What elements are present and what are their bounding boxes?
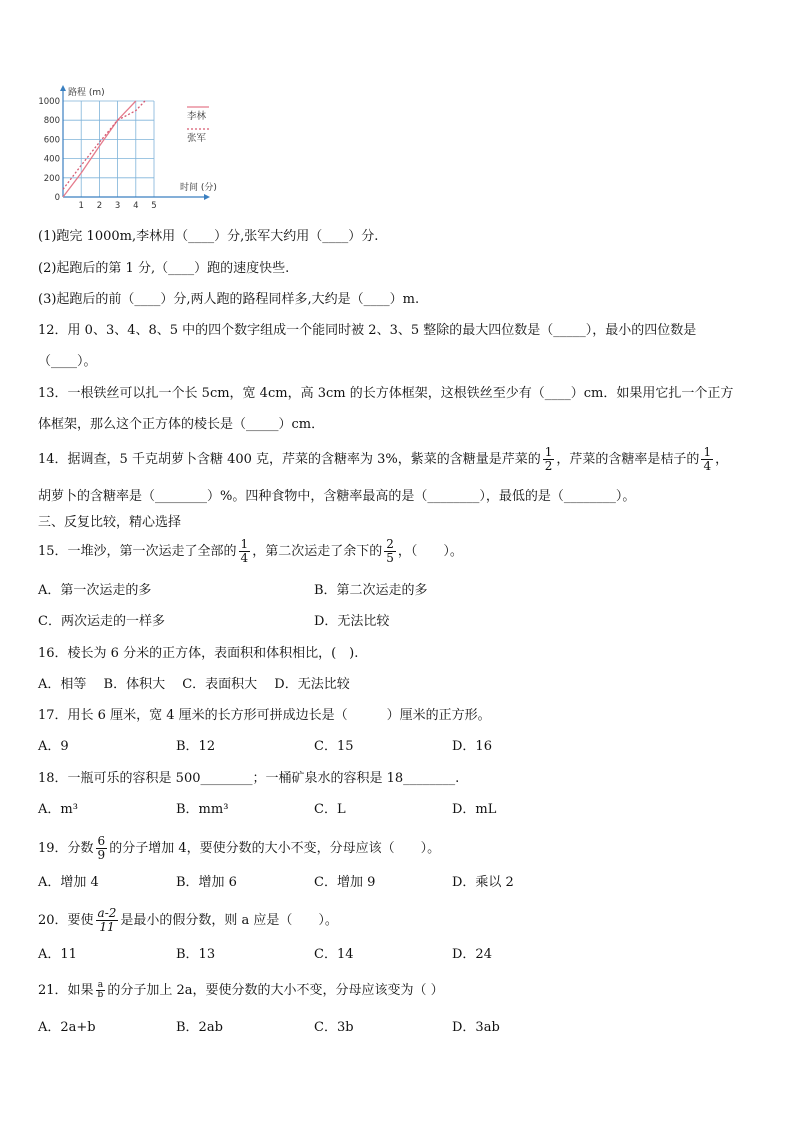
q20-option-d: D．24 — [452, 947, 492, 962]
q21-option-d: D．3ab — [452, 1020, 500, 1035]
q15-fraction-1 — [239, 538, 251, 565]
q19-text-b: 的分子增加 4，要使分数的大小不变，分母应该（ ）。 — [109, 841, 441, 856]
fraction-denominator: 11 — [99, 920, 115, 934]
y-tick-label: 600 — [43, 135, 60, 146]
q12-line2: （____）。 — [38, 354, 97, 369]
q11-part3: (3)起跑后的前（____）分,两人跑的路程同样多,大约是（____）m. — [38, 292, 420, 307]
q21-stem — [38, 981, 444, 1000]
q21-option-b: B．2ab — [176, 1020, 223, 1035]
q15-text-b: ，第二次运走了余下的 — [252, 544, 383, 559]
q11-part1: (1)跑完 1000m,李林用（____）分,张军大约用（____）分. — [38, 229, 379, 244]
q19-stem — [38, 835, 440, 862]
q21-option-a: A．2a+b — [38, 1020, 96, 1035]
q17-option-d: D．16 — [452, 739, 492, 754]
q19-option-b: B．增加 6 — [176, 875, 237, 890]
fraction-numerator: 6 — [97, 834, 106, 848]
q14-fraction-1 — [543, 446, 555, 473]
y-tick-label: 0 — [54, 193, 60, 203]
fraction-denominator: 9 — [97, 848, 106, 862]
q20-stem — [38, 907, 338, 934]
q16-stem: 16．棱长为 6 分米的正方体，表面积和体积相比，( ). — [38, 646, 359, 661]
y-tick-label: 800 — [43, 116, 60, 127]
section-heading: 三、反复比较，精心选择 — [38, 515, 182, 530]
q15-fraction-2 — [384, 538, 396, 565]
y-axis-label: 路程 (m) — [68, 88, 105, 98]
x-axis-label: 时间 (分) — [180, 183, 217, 193]
q14-text-a: 14．据调查，5 千克胡萝卜含糖 400 克，芹菜的含糖率为 3%，紫菜的含糖量是芹菜的 — [38, 452, 541, 467]
q11-part2: (2)起跑后的第 1 分,（____）跑的速度快些. — [38, 261, 290, 276]
fraction-numerator: a — [96, 981, 106, 991]
q15-option-a: A．第一次运走的多 — [38, 583, 152, 598]
y-tick-label: 1000 — [38, 97, 60, 107]
fraction-numerator: 1 — [703, 445, 712, 459]
q18-option-b: B．mm³ — [176, 802, 229, 817]
q20-fraction — [96, 907, 119, 934]
fraction-denominator: b — [97, 990, 104, 1000]
x-axis-arrow — [204, 194, 210, 200]
q19-option-a: A．增加 4 — [38, 875, 99, 890]
q20-option-b: B．13 — [176, 947, 216, 962]
q21-option-c: C．3b — [314, 1020, 354, 1035]
q14-fraction-2 — [701, 446, 713, 473]
x-tick-label: 2 — [96, 201, 103, 209]
q20-option-a: A．11 — [38, 947, 77, 962]
q18-option-d: D．mL — [452, 802, 497, 817]
q13-line1: 13．一根铁丝可以扎一个长 5cm，宽 4cm，高 3cm 的长方体框架，这根铁丝至少有（____）cm．如果用它扎一个正方 — [38, 386, 734, 401]
q15-option-d: D．无法比较 — [314, 614, 390, 629]
distance-time-chart — [32, 84, 232, 209]
series-line-2 — [63, 101, 145, 189]
q19-option-d: D．乘以 2 — [452, 875, 514, 890]
q19-fraction — [96, 835, 108, 862]
q20-option-c: C．14 — [314, 947, 354, 962]
fraction-numerator: 1 — [240, 537, 249, 551]
fraction-denominator: 4 — [240, 551, 249, 565]
q17-option-a: A．9 — [38, 739, 69, 754]
y-tick-label: 400 — [43, 154, 60, 165]
q15-text-c: ，（ ）。 — [397, 544, 463, 559]
q17-option-b: B．12 — [176, 739, 216, 754]
q19-text-a: 19．分数 — [38, 841, 94, 856]
q21-text-a: 21．如果 — [38, 983, 94, 998]
x-tick-label: 4 — [133, 201, 139, 209]
legend-label-1: 李林 — [187, 111, 207, 122]
fraction-denominator: 4 — [703, 459, 712, 473]
q15-option-b: B．第二次运走的多 — [314, 583, 428, 598]
fraction-numerator: a-2 — [97, 906, 117, 920]
legend-label-2: 张军 — [187, 133, 207, 144]
q13-line2: 体框架，那么这个正方体的棱长是（_____）cm． — [38, 417, 325, 432]
q14-text-b: ，芹菜的含糖率是桔子的 — [556, 452, 700, 467]
fraction-numerator: 1 — [544, 445, 553, 459]
q14-line2: 胡萝卜的含糖率是（________）%。四种食物中，含糖率最高的是（________），最低的是（________）。 — [38, 489, 636, 504]
x-tick-label: 1 — [78, 201, 84, 209]
fraction-denominator: 2 — [544, 459, 553, 473]
q19-option-c: C．增加 9 — [314, 875, 376, 890]
q17-stem: 17．用长 6 厘米，宽 4 厘米的长方形可拼成边长是（ ）厘米的正方形。 — [38, 708, 491, 723]
fraction-denominator: 5 — [386, 551, 394, 565]
q15-option-c: C．两次运走的一样多 — [38, 614, 165, 629]
q15-stem — [38, 538, 463, 565]
q20-text-a: 20．要使 — [38, 913, 94, 928]
x-tick-label: 5 — [151, 201, 157, 209]
y-axis-arrow — [60, 85, 66, 91]
q18-option-a: A．m³ — [38, 802, 78, 817]
q14-line1 — [38, 446, 728, 473]
q18-option-c: C．L — [314, 802, 346, 817]
q16-options: A．相等 B．体积大 C．表面积大 D．无法比较 — [38, 677, 350, 692]
q14-text-c: ， — [715, 452, 729, 467]
q20-text-b: 是最小的假分数，则 a 应是（ ）。 — [120, 913, 338, 928]
q18-stem: 18．一瓶可乐的容积是 500________；一桶矿泉水的容积是 18________. — [38, 771, 460, 786]
q12-line1: 12．用 0、3、4、8、5 中的四个数字组成一个能同时被 2、3、5 整除的最大四位数是（_____），最小的四位数是 — [38, 323, 697, 338]
y-tick-label: 200 — [43, 173, 60, 184]
fraction-numerator: 2 — [386, 537, 394, 551]
q21-text-b: 的分子加上 2a，要使分数的大小不变，分母应该变为（ ） — [107, 983, 444, 998]
x-tick-label: 3 — [114, 201, 121, 209]
q17-option-c: C．15 — [314, 739, 354, 754]
q21-fraction — [96, 981, 106, 1000]
q15-text-a: 15．一堆沙，第一次运走了全部的 — [38, 544, 237, 559]
